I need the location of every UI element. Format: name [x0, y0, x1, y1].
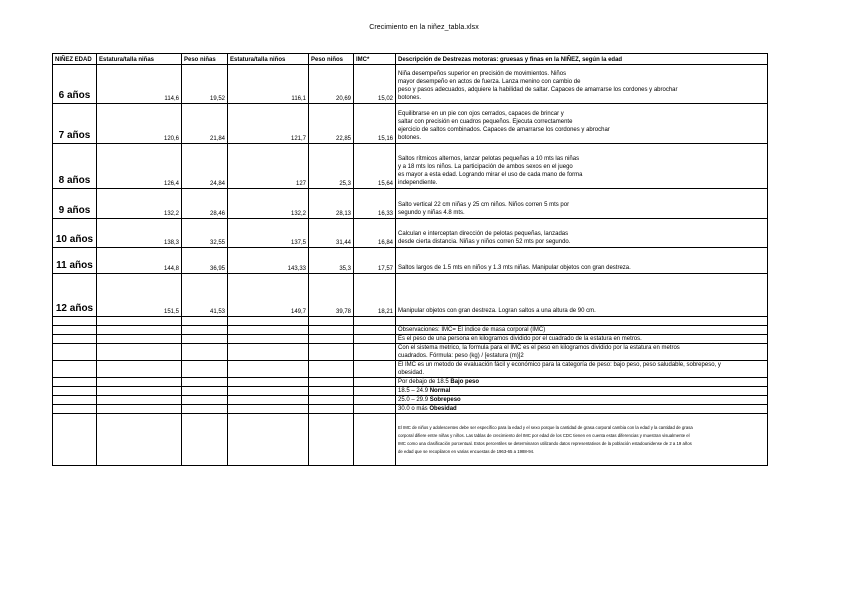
- description-line: Salto vertical 22 cm niñas y 25 cm niños. Niños corren 5 mts por: [398, 202, 570, 208]
- bmi-category: Bajo peso: [450, 379, 480, 385]
- age-cell: 10 años: [53, 219, 97, 248]
- empty-cell: [97, 378, 182, 387]
- value-cell: 28,46: [182, 189, 228, 219]
- description-line: y a 18 mts los niños. La participación de ambos sexos en el juego: [398, 164, 573, 170]
- header-cell: Peso niñas: [182, 54, 228, 65]
- empty-cell: [309, 335, 354, 344]
- age-cell: 11 años: [53, 248, 97, 274]
- value-cell: 36,95: [182, 248, 228, 274]
- value-cell: 28,13: [309, 189, 354, 219]
- header-cell: IMC*: [354, 54, 396, 65]
- observation-row: [53, 378, 768, 387]
- empty-cell: [309, 326, 354, 335]
- empty-cell: [53, 396, 97, 405]
- empty-cell: [354, 317, 396, 326]
- observation-row: [53, 387, 768, 396]
- description-line: botones.: [398, 135, 422, 141]
- empty-cell: [354, 396, 396, 405]
- description-line: segundo y niñas 4.8 mts.: [398, 210, 465, 216]
- observation-row: [53, 414, 768, 466]
- value-cell: 15,64: [354, 144, 396, 189]
- observation-line: Observaciones: IMC= El índice de masa corporal (IMC): [398, 327, 546, 333]
- description-line: Equilibrarse en un pie con ojos cerrados, capaces de brincar y: [398, 111, 564, 117]
- description-line: Calculan e interceptan dirección de pelotas pequeñas, lanzadas: [398, 231, 569, 237]
- note-line: IMC como una clasificación porcentual. Estos percentiles se determinaron utilizando datos representativos de la población estadounidense de 2 a 19 años: [398, 440, 692, 446]
- table-row: [53, 144, 768, 189]
- empty-cell: [53, 387, 97, 396]
- description-cell: [396, 104, 768, 144]
- value-cell: 16,33: [354, 189, 396, 219]
- value-cell: 18,21: [354, 274, 396, 317]
- empty-cell: [354, 414, 396, 466]
- header-cell: Descripción de Destrezas motoras: gruesas y finas en la NIÑEZ, según la edad: [396, 54, 768, 65]
- observation-cell: [396, 378, 768, 387]
- header-cell: Estatura/talla niños: [228, 54, 309, 65]
- observation-row: [53, 396, 768, 405]
- value-cell: 19,52: [182, 65, 228, 104]
- value-cell: 132,2: [228, 189, 309, 219]
- empty-cell: [354, 405, 396, 414]
- note-line: de edad que se recopilaron en varias encuestas de 1963-65 a 1988-94.: [398, 448, 535, 454]
- value-cell: 144,8: [97, 248, 182, 274]
- empty-cell: [354, 335, 396, 344]
- empty-cell: [182, 405, 228, 414]
- empty-cell: [228, 335, 309, 344]
- empty-cell: [354, 344, 396, 361]
- empty-cell: [53, 344, 97, 361]
- description-cell: [396, 274, 768, 317]
- empty-cell: [309, 344, 354, 361]
- observation-row: [53, 361, 768, 378]
- observation-cell: [396, 387, 768, 396]
- bmi-range: 30.0 o más: [398, 406, 428, 412]
- empty-cell: [228, 387, 309, 396]
- empty-cell: [97, 396, 182, 405]
- table-row: [53, 65, 768, 104]
- bmi-category: Obesidad: [429, 406, 457, 412]
- empty-cell: [354, 326, 396, 335]
- header-row: [53, 54, 768, 65]
- value-cell: 151,5: [97, 274, 182, 317]
- observation-row: [53, 405, 768, 414]
- empty-cell: [309, 387, 354, 396]
- table-row: [53, 219, 768, 248]
- description-cell: [396, 248, 768, 274]
- description-line: mayor desempeño en actos de fuerza. Lanza menino con cambio de: [398, 79, 581, 85]
- age-cell: 8 años: [53, 144, 97, 189]
- value-cell: 114,6: [97, 65, 182, 104]
- value-cell: 126,4: [97, 144, 182, 189]
- observation-row: [53, 335, 768, 344]
- empty-cell: [97, 361, 182, 378]
- empty-cell: [97, 317, 182, 326]
- description-line: ejercicio de saltos combinados. Capaces de amarrarse los cordones y abrochar: [398, 127, 610, 133]
- empty-cell: [182, 335, 228, 344]
- empty-cell: [228, 361, 309, 378]
- age-cell: 7 años: [53, 104, 97, 144]
- empty-cell: [309, 317, 354, 326]
- value-cell: 35,3: [309, 248, 354, 274]
- observation-cell: [396, 405, 768, 414]
- empty-cell: [309, 414, 354, 466]
- empty-cell: [228, 344, 309, 361]
- empty-cell: [228, 396, 309, 405]
- bmi-range: 25.0 – 29.9: [398, 397, 429, 403]
- header-cell: Estatura/talla niñas: [97, 54, 182, 65]
- observation-cell: [396, 344, 768, 361]
- value-cell: 132,2: [97, 189, 182, 219]
- table-row: [53, 274, 768, 317]
- description-line: saltar con precisión en cuadros pequeños. Ejecuta correctamente: [398, 119, 573, 125]
- value-cell: 137,5: [228, 219, 309, 248]
- empty-cell: [228, 414, 309, 466]
- bmi-range: Por debajo de 18.5: [398, 379, 449, 385]
- empty-cell: [228, 378, 309, 387]
- empty-cell: [182, 326, 228, 335]
- description-line: Niña desempeños superior en precisión de movimientos. Niños: [398, 71, 567, 77]
- age-cell: 9 años: [53, 189, 97, 219]
- bmi-category: Normal: [429, 388, 451, 394]
- empty-cell: [182, 414, 228, 466]
- growth-table: [52, 53, 768, 466]
- table-row: [53, 248, 768, 274]
- value-cell: 121,7: [228, 104, 309, 144]
- observation-line: cuadrados. Fórmula: peso (kg) / [estatura (m)]2: [398, 353, 524, 359]
- observation-cell: [396, 414, 768, 466]
- empty-cell: [228, 317, 309, 326]
- description-cell: [396, 189, 768, 219]
- empty-cell: [309, 396, 354, 405]
- value-cell: 15,02: [354, 65, 396, 104]
- value-cell: 143,33: [228, 248, 309, 274]
- observation-cell: [396, 396, 768, 405]
- value-cell: 22,85: [309, 104, 354, 144]
- value-cell: 21,84: [182, 104, 228, 144]
- empty-cell: [53, 361, 97, 378]
- description-cell: [396, 219, 768, 248]
- description-line: Manipular objetos con gran destreza. Logran saltos a una altura de 90 cm.: [398, 308, 596, 314]
- empty-cell: [354, 387, 396, 396]
- value-cell: 39,78: [309, 274, 354, 317]
- header-cell: Peso niños: [309, 54, 354, 65]
- value-cell: 17,57: [354, 248, 396, 274]
- description-cell: [396, 65, 768, 104]
- empty-cell: [53, 414, 97, 466]
- empty-cell: [53, 326, 97, 335]
- value-cell: 116,1: [228, 65, 309, 104]
- empty-cell: [97, 335, 182, 344]
- bmi-category: Sobrepeso: [429, 397, 461, 403]
- observation-row: [53, 344, 768, 361]
- description-cell: [396, 144, 768, 189]
- empty-cell: [53, 317, 97, 326]
- observation-cell: [396, 335, 768, 344]
- value-cell: 31,44: [309, 219, 354, 248]
- empty-cell: [309, 361, 354, 378]
- empty-cell: [182, 344, 228, 361]
- observation-cell: [396, 361, 768, 378]
- empty-cell: [354, 361, 396, 378]
- value-cell: 32,55: [182, 219, 228, 248]
- observation-line: Es el peso de una persona en kilogramos dividido por el cuadrado de la estatura en metros.: [398, 336, 642, 342]
- observation-line: El IMC es un metodo de evaluación fácil y económico para la categoría de peso: bajo peso, peso saludable, sobrepeso, y: [398, 362, 721, 368]
- value-cell: 25,3: [309, 144, 354, 189]
- value-cell: 41,53: [182, 274, 228, 317]
- description-line: Saltos rítmicos alternos, lanzar pelotas pequeñas a 10 mts las niñas: [398, 156, 580, 162]
- empty-cell: [53, 335, 97, 344]
- empty-cell: [53, 405, 97, 414]
- table-row: [53, 189, 768, 219]
- empty-cell: [182, 361, 228, 378]
- value-cell: 20,69: [309, 65, 354, 104]
- description-line: Saltos largos de 1.5 mts en niños y 1.3 mts niñas. Manipular objetos con gran destreza.: [398, 265, 631, 271]
- empty-cell: [182, 396, 228, 405]
- empty-cell: [97, 344, 182, 361]
- document-title: Crecimiento en la niñez_tabla.xlsx: [369, 24, 479, 31]
- empty-cell: [354, 378, 396, 387]
- value-cell: 138,3: [97, 219, 182, 248]
- value-cell: 149,7: [228, 274, 309, 317]
- note-line: corporal difiere entre niñas y niños. Las tablas de crecimiento del IMC por edad de los CDC tienen en cuenta estas diferencias y muestran visualmente el: [398, 432, 690, 438]
- description-line: botones.: [398, 95, 422, 101]
- observation-row: [53, 326, 768, 335]
- empty-cell: [182, 317, 228, 326]
- empty-cell: [97, 405, 182, 414]
- observation-line: Con el sistema metrico, la formula para el IMC es el peso en kilogramos dividido por la estatura en metros: [398, 345, 680, 351]
- value-cell: 15,16: [354, 104, 396, 144]
- empty-cell: [182, 387, 228, 396]
- empty-cell: [228, 326, 309, 335]
- description-line: peso y pasos adecuados, adquiere la habilidad de saltar. Capaces de amarrarse los cordones y abrochar: [398, 87, 678, 93]
- empty-cell: [97, 387, 182, 396]
- observation-row: [53, 317, 768, 326]
- observation-line: obesidad.: [398, 370, 425, 376]
- note-line: El IMC de niños y adolescentes debe ser específico para la edad y el sexo porque la cantidad de grasa corporal cambia con la edad y la cantidad de grasa: [398, 424, 693, 430]
- empty-cell: [228, 405, 309, 414]
- bmi-range: 18.5 – 24.9: [398, 388, 429, 394]
- value-cell: 127: [228, 144, 309, 189]
- header-cell: NIÑEZ EDAD: [53, 54, 97, 65]
- description-line: independiente.: [398, 180, 438, 186]
- empty-cell: [309, 405, 354, 414]
- empty-cell: [53, 378, 97, 387]
- observation-cell: [396, 326, 768, 335]
- value-cell: 16,84: [354, 219, 396, 248]
- age-cell: 12 años: [53, 274, 97, 317]
- value-cell: 120,6: [97, 104, 182, 144]
- empty-cell: [309, 378, 354, 387]
- description-line: es mayor a esta edad. Logrando mirar el uso de cada mano de forma: [398, 172, 583, 178]
- description-line: desde cierta distancia. Niñas y niños corren 52 mts por segundo.: [398, 239, 571, 245]
- value-cell: 24,84: [182, 144, 228, 189]
- table-row: [53, 104, 768, 144]
- empty-cell: [97, 414, 182, 466]
- empty-cell: [182, 378, 228, 387]
- age-cell: 6 años: [53, 65, 97, 104]
- observation-cell: [396, 317, 768, 326]
- empty-cell: [97, 326, 182, 335]
